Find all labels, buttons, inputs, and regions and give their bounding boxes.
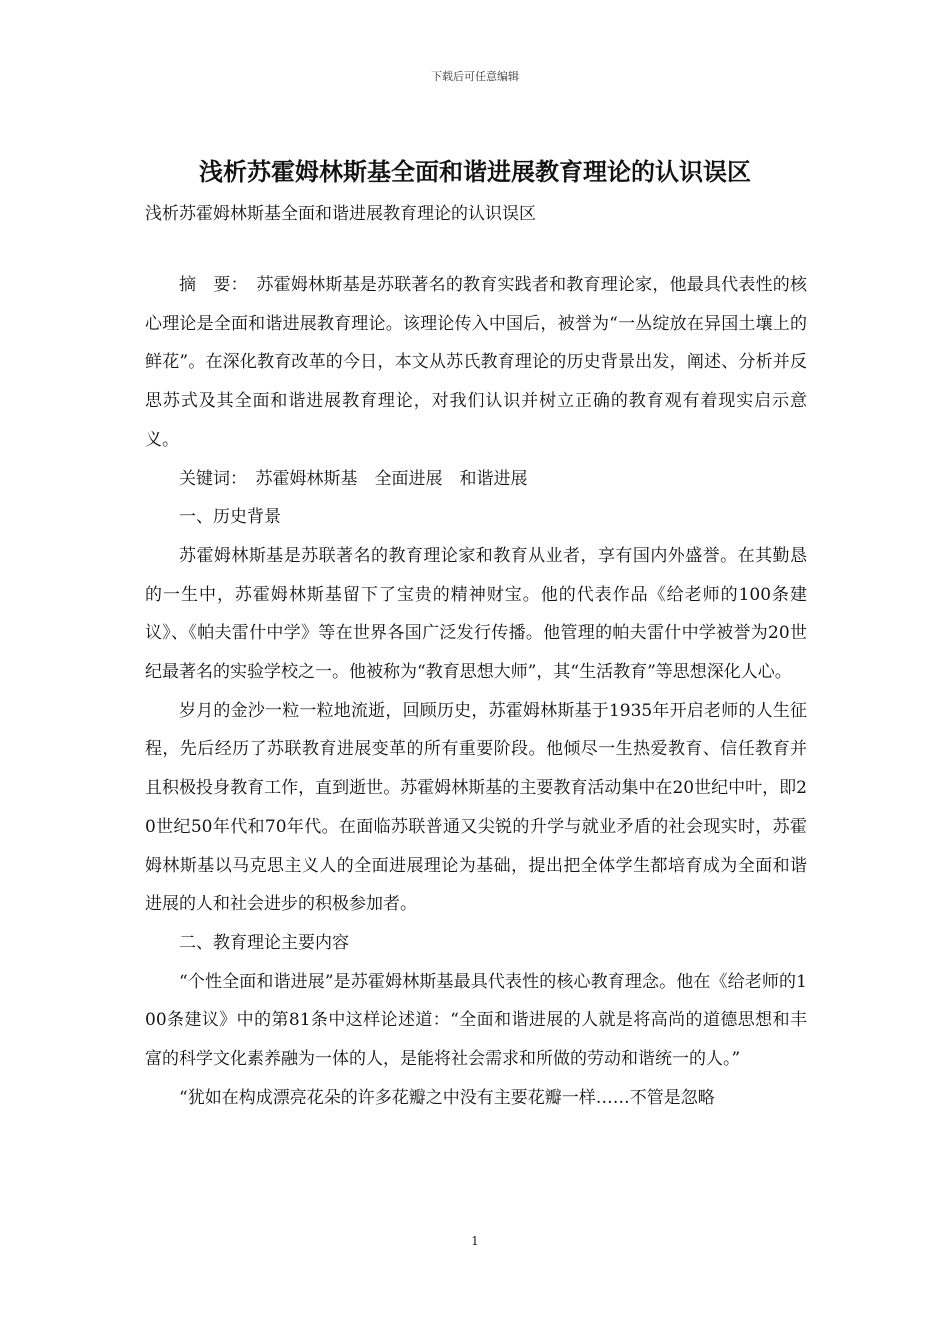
body-paragraph: 岁月的金沙一粒一粒地流逝，回顾历史，苏霍姆林斯基于1935年开启老师的人生征程，先后经历了苏联教育进展变革的所有重要阶段。他倾尽一生热爱教育、信任教育并且积极投身教育工作，直到逝世。苏霍姆林斯基的主要教育活动集中在20世纪中叶，即20世纪50年代和70年代。在面临苏联普通又尖锐的升学与就业矛盾的社会现实时，苏霍姆林斯基以马克思主义人的全面进展理论为基础，提出把全体学生都培育成为全面和谐进展的人和社会进步的积极参加者。 (145, 700, 807, 915)
section-heading-history: 一、历史背景 (179, 507, 281, 528)
body-paragraph: 苏霍姆林斯基是苏联著名的教育理论家和教育从业者，享有国内外盛誉。在其勤恳的一生中，苏霍姆林斯基留下了宝贵的精神财宝。他的代表作品《给老师的100条建议》、《帕夫雷什中学》等在世界各国广泛发行传播。他管理的帕夫雷什中学被誉为20世纪最著名的实验学校之一。他被称为“教育思想大师”，其“生活教育”等思想深化人心。 (145, 545, 807, 683)
body-paragraph: “犹如在构成漂亮花朵的许多花瓣之中没有主要花瓣一样……不管是忽略 (179, 1087, 715, 1108)
document-subtitle: 浅析苏霍姆林斯基全面和谐进展教育理论的认识误区 (145, 204, 536, 224)
document-body (145, 266, 807, 1117)
body-paragraph: “个性全面和谐进展”是苏霍姆林斯基最具代表性的核心教育理念。他在《给老师的100条建议》中的第81条中这样论述道：“全面和谐进展的人就是将高尚的道德思想和丰富的科学文化素养融为一体的人，是能将社会需求和所做的劳动和谐统一的人。” (145, 971, 807, 1070)
abstract-paragraph: 摘 要： 苏霍姆林斯基是苏联著名的教育实践者和教育理论家，他最具代表性的核心理论是全面和谐进展教育理论。该理论传入中国后，被誉为“一丛绽放在异国土壤上的鲜花”。在深化教育改革的今日，本文从苏氏教育理论的历史背景出发，阐述、分析并反思苏式及其全面和谐进展教育理论，对我们认识并树立正确的教育观有着现实启示意义。 (145, 275, 807, 450)
page-header-note: 下载后可任意编辑 (431, 70, 519, 83)
keywords-line: 关键词： 苏霍姆林斯基 全面进展 和谐进展 (179, 468, 528, 489)
section-heading-theory: 二、教育理论主要内容 (179, 932, 349, 953)
document-title: 浅析苏霍姆林斯基全面和谐进展教育理论的认识误区 (199, 157, 751, 186)
page-number: 1 (471, 1234, 479, 1248)
